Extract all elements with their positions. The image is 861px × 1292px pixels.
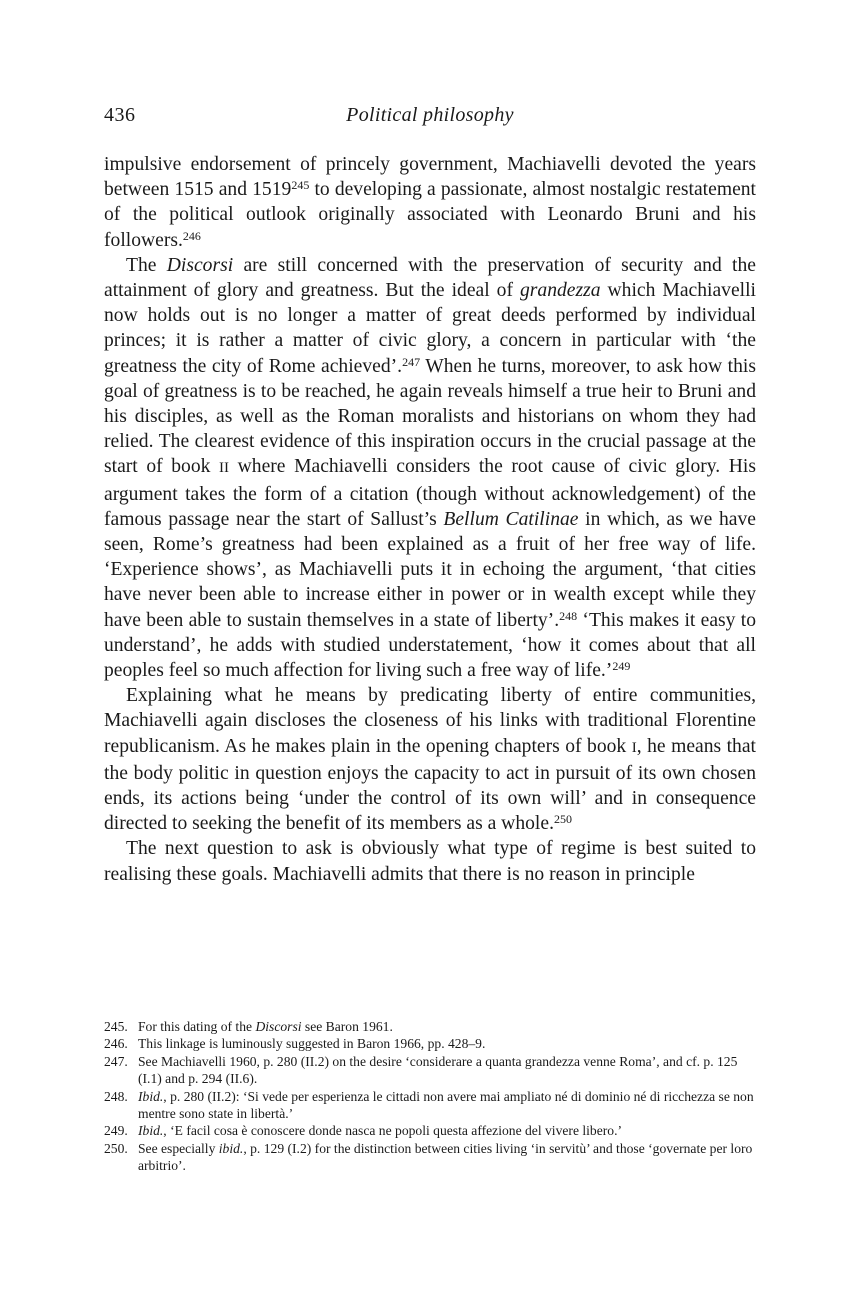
footnote-number: 246.	[104, 1036, 128, 1052]
footnote-250	[104, 1140, 756, 1175]
text-run: ‘This makes it easy to understand’, he adds with studied understatement, ‘how it comes about that all peoples feel so much affection for living such a free way of life.’	[104, 609, 757, 682]
footnote-text: , ‘E facil cosa è conoscere donde nasca ne popoli questa affezione del vivere libero.’	[163, 1123, 623, 1139]
footnote-ref-248: 248	[559, 608, 578, 623]
footnote-ref-247: 247	[402, 354, 421, 369]
paragraph-3	[104, 683, 756, 836]
footnote-number: 245.	[104, 1019, 128, 1034]
text-run: The	[126, 254, 167, 276]
text-run: which Machiavelli now holds out is no longer a matter of great deeds performed by individual princes; it is rather a matter of civic glory, a concern in particular with ‘the greatness the city of Rome achieved’.	[104, 280, 756, 377]
footnote-number: 247.	[104, 1053, 128, 1069]
footnote-ref-249: 249	[612, 659, 631, 674]
italic-title: Bellum Catilinae	[443, 508, 579, 530]
footnote-249	[104, 1122, 756, 1139]
footnote-text: See especially	[138, 1140, 219, 1156]
footnote-246	[104, 1035, 756, 1052]
footnote-ref-245: 245	[291, 178, 310, 193]
footnote-italic: Discorsi	[255, 1019, 302, 1034]
main-text	[104, 152, 756, 887]
footnote-italic: Ibid.	[138, 1088, 164, 1104]
footnote-245	[104, 1018, 756, 1035]
footnotes	[104, 1018, 756, 1175]
text-run: where Machiavelli considers the root cause of civic glory. His argument takes the form of a citation (though without acknowledgement) of the famous passage near the start of Sallust’s	[104, 456, 756, 530]
footnote-italic: Ibid.	[138, 1123, 164, 1139]
footnote-number: 250.	[104, 1140, 128, 1156]
footnote-248	[104, 1088, 756, 1123]
footnote-text: , p. 280 (II.2): ‘Si vede per esperienza le cittadi non avere mai ampliato né di dominio né di ricchezza se non mentre sono state in libertà.’	[138, 1088, 754, 1122]
text-run: are still concerned with the preservation of security and the attainment of glory and greatness. But the ideal of	[104, 254, 756, 302]
book-numeral: II	[219, 460, 230, 477]
text-run: When he turns, moreover, to ask how this goal of greatness is to be reached, he again reveals himself a true heir to Bruni and his disciples, as well as the Roman moralists and historians on whom they had relied. The clearest evidence of this inspiration occurs in the crucial passage at the start of book	[104, 355, 756, 478]
footnote-number: 248.	[104, 1088, 128, 1104]
footnote-number: 249.	[104, 1123, 128, 1139]
footnote-ref-250: 250	[553, 812, 572, 827]
footnote-text: This linkage is luminously suggested in Baron 1966, pp. 428–9.	[138, 1036, 486, 1052]
footnote-italic: ibid.	[218, 1140, 244, 1156]
paragraph-1	[104, 152, 756, 253]
footnote-text: For this dating of the	[138, 1019, 256, 1034]
book-numeral: I	[631, 739, 637, 756]
italic-title: Discorsi	[166, 254, 234, 276]
text-run: impulsive endorsement of princely government, Machiavelli devoted the years between 1515 and 1519	[104, 154, 756, 201]
italic-term: grandezza	[519, 280, 601, 302]
page-number: 436	[104, 104, 136, 126]
text-run: The next question to ask is obviously what type of regime is best suited to realising these goals. Machiavelli admits that there is no reason in principle	[104, 838, 756, 885]
running-head: Political philosophy	[346, 104, 514, 126]
paragraph-2	[104, 253, 756, 683]
footnote-text: See Machiavelli 1960, p. 280 (II.2) on the desire ‘considerare a quanta grandezza venne Roma’, and cf. p. 125 (I.1) and p. 294 (II.6).	[138, 1053, 738, 1087]
footnote-ref-246: 246	[182, 228, 201, 243]
footnote-text: see Baron 1961.	[301, 1019, 393, 1034]
text-run: to developing a passionate, almost nostalgic restatement of the political outlook originally associated with Leonardo Bruni and his followers.	[104, 179, 757, 251]
footnote-text: , p. 129 (I.2) for the distinction between cities living ‘in servitù’ and those ‘governate per loro arbitrio’.	[138, 1140, 753, 1174]
footnote-247	[104, 1053, 756, 1088]
text-run: , he means that the body politic in question enjoys the capacity to act in pursuit of its own chosen ends, its actions being ‘under the control of its own will’ and in consequence directed to seeking the benefit of its members as a whole.	[104, 735, 756, 835]
page-header	[104, 104, 756, 134]
text-run: in which, as we have seen, Rome’s greatness had been explained as a fruit of her free way of life. ‘Experience shows’, as Machiavelli puts it in echoing the argument, ‘that cities have never been able to increase either in power or in wealth except while they have been able to sustain themselves in a state of liberty’.	[104, 508, 756, 631]
paragraph-4	[104, 836, 756, 886]
text-run: Explaining what he means by predicating liberty of entire communities, Machiavelli again discloses the closeness of his links with traditional Florentine republicanism. As he makes plain in the opening chapters of book	[104, 685, 756, 757]
